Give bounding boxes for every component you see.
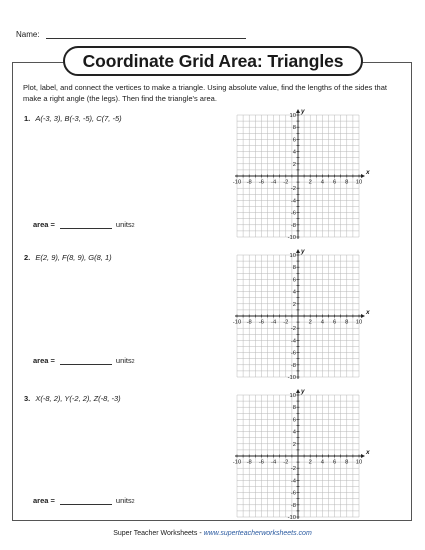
y-tick-label: 4 [292,429,296,436]
y-tick-label: 4 [292,289,296,296]
problem-1 [24,114,122,123]
units-label: units [115,496,132,505]
y-axis-arrow-icon [296,109,300,113]
x-tick-label: 10 [355,319,363,326]
x-tick-label: -2 [283,179,289,186]
x-axis-label: x [366,169,370,176]
x-tick-label: -8 [246,459,252,466]
coordinate-grid-2 [230,248,380,384]
x-tick-label: -4 [271,179,277,186]
y-axis-label: y [301,248,305,255]
y-tick-label: 2 [292,161,296,168]
x-tick-label: -10 [232,319,242,326]
problem-vertices: X(-8, 2), Y(-2, 2), Z(-8, -3) [35,394,121,403]
y-tick-label: -10 [287,375,296,381]
coordinate-grid-3 [230,388,380,524]
x-tick-label: -2 [283,459,289,466]
y-tick-label: -2 [290,186,296,193]
problem-vertices: A(-3, 3), B(-3, -5), C(7, -5) [35,114,122,123]
x-tick-label: -10 [232,179,242,186]
footer-separator: - [197,530,204,537]
name-label: Name: [16,30,40,39]
y-tick-label: 10 [289,113,296,119]
y-tick-label: 10 [289,393,296,399]
problem-2 [24,253,112,262]
x-tick-label: 8 [345,459,349,466]
y-tick-label: 4 [292,149,296,156]
x-tick-label: 10 [355,179,363,186]
page-title [63,46,363,76]
y-tick-label: 8 [292,125,296,132]
x-axis-label: x [366,449,370,456]
x-tick-label: 2 [308,319,312,326]
y-tick-label: -6 [290,350,296,357]
name-field[interactable] [46,29,246,39]
y-tick-label: 6 [292,417,296,424]
area-answer-2 [33,356,135,365]
area-answer-field[interactable] [60,220,112,229]
y-tick-label: 6 [292,277,296,284]
y-tick-label: 2 [292,301,296,308]
x-tick-label: 4 [320,459,325,466]
x-tick-label: -4 [271,319,277,326]
y-tick-label: 10 [289,253,296,259]
y-tick-label: -6 [290,210,296,217]
units-exponent: 2 [131,223,135,229]
x-tick-label: -10 [232,459,242,466]
x-tick-label: 2 [308,459,312,466]
x-axis-arrow-icon [361,174,365,178]
y-tick-label: -8 [290,222,296,229]
x-tick-label: -8 [246,179,252,186]
area-label: area = [33,220,55,229]
y-tick-label: 6 [292,137,296,144]
y-tick-label: -4 [290,478,296,485]
page-title-text: Coordinate Grid Area: Triangles [82,50,344,71]
y-tick-label: -8 [290,362,296,369]
footer-brand: Super Teacher Worksheets [113,530,198,537]
area-answer-field[interactable] [60,356,112,365]
units-label: units [115,356,132,365]
x-tick-label: -6 [258,459,264,466]
x-axis-arrow-icon [361,314,365,318]
x-tick-label: -6 [258,179,264,186]
footer [0,530,425,537]
area-label: area = [33,496,55,505]
area-answer-3 [33,496,135,505]
area-answer-field[interactable] [60,496,112,505]
y-tick-label: 2 [292,441,296,448]
y-axis-label: y [301,108,305,115]
footer-url[interactable]: www.superteacherworksheets.com [203,530,312,537]
coordinate-grid-1 [230,108,380,244]
units-exponent: 2 [131,359,135,365]
y-tick-label: -10 [287,235,296,241]
x-tick-label: 2 [308,179,312,186]
x-tick-label: 8 [345,319,349,326]
y-tick-label: 8 [292,405,296,412]
x-tick-label: 6 [332,459,337,466]
y-axis-arrow-icon [296,249,300,253]
y-tick-label: -2 [290,466,296,473]
x-tick-label: 10 [355,459,363,466]
problem-vertices: E(2, 9), F(8, 9), G(8, 1) [35,253,112,262]
y-axis-arrow-icon [296,389,300,393]
y-tick-label: -2 [290,326,296,333]
units-exponent: 2 [131,499,135,505]
area-label: area = [33,356,55,365]
y-tick-label: -4 [290,198,296,205]
x-tick-label: -4 [271,459,277,466]
x-tick-label: 4 [320,179,325,186]
units-label: units [115,220,132,229]
problem-number: 2. [24,253,31,262]
y-tick-label: -6 [290,490,296,497]
x-tick-label: 8 [345,179,349,186]
y-tick-label: -4 [290,338,296,345]
x-axis-label: x [366,309,370,316]
y-axis-label: y [301,388,305,395]
instructions: Plot, label, and connect the vertices to make a triangle. Using absolute value, find the lengths of the sides that make a right angle (the legs). Then find the triangle's area. [23,83,387,103]
x-tick-label: 6 [332,319,337,326]
y-tick-label: 8 [292,265,296,272]
x-axis-arrow-icon [361,454,365,458]
problem-3 [24,394,121,403]
y-tick-label: -10 [287,515,296,521]
name-row [16,29,246,39]
x-tick-label: -2 [283,319,289,326]
x-tick-label: -6 [258,319,264,326]
problem-number: 3. [24,394,31,403]
x-tick-label: -8 [246,319,252,326]
x-tick-label: 4 [320,319,325,326]
x-tick-label: 6 [332,179,337,186]
area-answer-1 [33,220,135,229]
problem-number: 1. [24,114,31,123]
y-tick-label: -8 [290,502,296,509]
